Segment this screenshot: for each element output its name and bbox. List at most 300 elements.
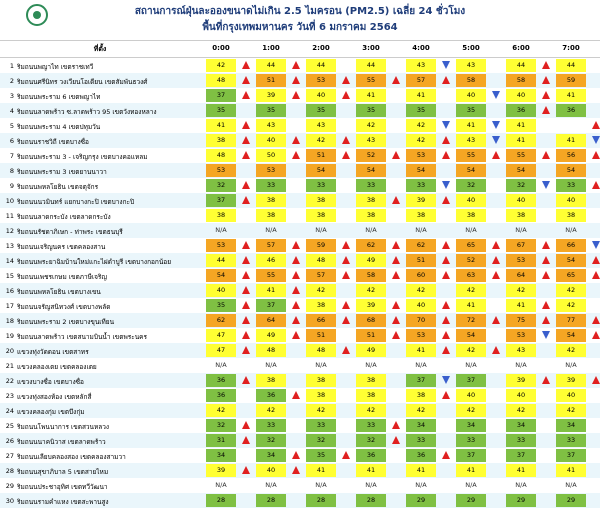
station-name: ริมถนนพระราม 3 - เจริญกรุง เขตบางคอแหลม xyxy=(17,153,148,161)
row-number: 6 xyxy=(9,137,14,145)
pm25-value-cell: 43 xyxy=(456,134,486,147)
trend-up-icon xyxy=(336,314,358,327)
pm25-value-cell: 38 xyxy=(456,209,486,222)
row-number: 16 xyxy=(5,287,14,295)
trend-up-icon xyxy=(436,269,458,282)
pm25-value-cell: 32 xyxy=(206,419,236,432)
pm25-value-cell: 65 xyxy=(456,239,486,252)
trend-up-icon xyxy=(536,149,558,162)
row-number: 9 xyxy=(9,182,14,190)
pm25-value-cell: 37 xyxy=(456,374,486,387)
trend-up-icon xyxy=(586,149,600,162)
trend-up-icon xyxy=(436,449,458,462)
pm25-value-cell: 54 xyxy=(506,164,536,177)
pm25-value-cell: 33 xyxy=(306,419,336,432)
pm25-value-cell: 54 xyxy=(306,164,336,177)
table-row xyxy=(0,268,600,283)
trend-up-icon xyxy=(336,299,358,312)
table-row xyxy=(0,208,600,223)
row-number: 21 xyxy=(5,362,14,370)
pm25-value-cell: N/A xyxy=(215,361,227,369)
pm25-value-cell: 33 xyxy=(406,179,436,192)
row-number: 22 xyxy=(5,377,14,385)
trend-up-icon xyxy=(236,194,258,207)
trend-up-icon xyxy=(236,89,258,102)
pm25-value-cell: 33 xyxy=(406,434,436,447)
trend-up-icon xyxy=(536,89,558,102)
pm25-value-cell: 35 xyxy=(256,104,286,117)
trend-up-icon xyxy=(436,314,458,327)
station-name: แขวงทุ่งวัดดอน เขตสาทร xyxy=(17,348,89,356)
pm25-value-cell: 48 xyxy=(206,74,236,87)
trend-up-icon xyxy=(386,239,408,252)
row-number: 15 xyxy=(5,272,14,280)
pm25-value-cell: 34 xyxy=(556,419,586,432)
pm25-value-cell: 43 xyxy=(256,119,286,132)
row-number: 10 xyxy=(5,197,14,205)
pm25-value-cell: N/A xyxy=(515,361,527,369)
pm25-value-cell: 33 xyxy=(556,179,586,192)
row-number: 4 xyxy=(9,107,14,115)
row-number: 29 xyxy=(5,482,14,490)
pm25-value-cell: 54 xyxy=(556,329,586,342)
pm25-value-cell: N/A xyxy=(365,481,377,489)
row-number: 2 xyxy=(9,77,14,85)
pm25-value-cell: 65 xyxy=(556,269,586,282)
pm25-value-cell: 42 xyxy=(306,134,336,147)
trend-up-icon xyxy=(286,74,308,87)
trend-up-icon xyxy=(536,59,558,72)
trend-up-icon xyxy=(486,149,508,162)
report-header xyxy=(0,0,600,40)
trend-down-icon xyxy=(586,134,600,147)
pm25-value-cell: 43 xyxy=(356,134,386,147)
table-row xyxy=(0,73,600,88)
pm25-value-cell: 32 xyxy=(306,434,336,447)
station-name: แขวงคลองกุ่ม เขตบึงกุ่ม xyxy=(17,408,85,416)
pm25-value-cell: 41 xyxy=(356,464,386,477)
trend-up-icon xyxy=(436,74,458,87)
trend-up-icon xyxy=(586,254,600,267)
pm25-value-cell: 40 xyxy=(206,284,236,297)
pm25-value-cell: 42 xyxy=(406,284,436,297)
pm25-value-cell: 44 xyxy=(206,254,236,267)
pm25-value-cell: 41 xyxy=(306,464,336,477)
pm25-value-cell: 68 xyxy=(356,314,386,327)
pm25-value-cell: 41 xyxy=(556,134,586,147)
trend-up-icon xyxy=(486,239,508,252)
pm25-value-cell: 49 xyxy=(256,329,286,342)
pm25-value-cell: 58 xyxy=(506,74,536,87)
row-number: 11 xyxy=(5,212,14,220)
trend-down-icon xyxy=(436,179,458,192)
pm25-value-cell: 43 xyxy=(506,344,536,357)
trend-up-icon xyxy=(436,254,458,267)
pm25-value-cell: 40 xyxy=(406,299,436,312)
pm25-value-cell: 49 xyxy=(356,254,386,267)
trend-up-icon xyxy=(236,314,258,327)
trend-up-icon xyxy=(236,344,258,357)
pm25-value-cell: 29 xyxy=(556,494,586,507)
table-row xyxy=(0,313,600,328)
pm25-value-cell: 55 xyxy=(356,74,386,87)
pm25-value-cell: 31 xyxy=(206,434,236,447)
pm25-value-cell: 34 xyxy=(456,419,486,432)
station-name: ริมถนนพหลโยธิน เขตบางเขน xyxy=(17,288,101,296)
pm25-value-cell: N/A xyxy=(215,226,227,234)
pm25-value-cell: N/A xyxy=(365,361,377,369)
row-number: 27 xyxy=(5,452,14,460)
row-number: 19 xyxy=(5,332,14,340)
report-title: สถานการณ์ฝุ่นละอองขนาดไม่เกิน 2.5 ไมครอน (PM2.5) เฉลี่ย 24 ชั่วโมง xyxy=(134,6,466,17)
pm25-value-cell: 37 xyxy=(206,194,236,207)
row-number: 25 xyxy=(5,422,14,430)
pm25-value-cell: 40 xyxy=(556,194,586,207)
trend-up-icon xyxy=(386,269,408,282)
row-number: 24 xyxy=(5,407,14,415)
pm25-value-cell: 53 xyxy=(206,239,236,252)
trend-up-icon xyxy=(286,59,308,72)
pm25-value-cell: 53 xyxy=(256,164,286,177)
pm25-value-cell: 55 xyxy=(256,269,286,282)
trend-up-icon xyxy=(236,254,258,267)
station-name: ริมถนนลาดพร้าว ซ.ลาดพร้าว 95 เขตวังทองหลาง xyxy=(17,108,157,116)
pm25-value-cell: 54 xyxy=(356,164,386,177)
pm25-value-cell: N/A xyxy=(365,226,377,234)
trend-up-icon xyxy=(286,239,308,252)
table-row xyxy=(0,358,600,373)
trend-up-icon xyxy=(286,329,308,342)
pm25-value-cell: 28 xyxy=(206,494,236,507)
pm25-value-cell: 40 xyxy=(556,389,586,402)
pm25-value-cell: 38 xyxy=(306,194,336,207)
pm25-value-cell: 40 xyxy=(506,89,536,102)
trend-up-icon xyxy=(586,314,600,327)
pm25-value-cell: 46 xyxy=(256,254,286,267)
pm25-value-cell: 54 xyxy=(556,164,586,177)
pm25-value-cell: 42 xyxy=(356,404,386,417)
station-name: ริมถนนเพชรเกษม เขตภาษีเจริญ xyxy=(17,273,107,281)
trend-up-icon xyxy=(286,149,308,162)
pm25-value-cell: N/A xyxy=(415,481,427,489)
trend-up-icon xyxy=(236,299,258,312)
trend-up-icon xyxy=(236,149,258,162)
station-name: ริมถนนจรัญสนิทวงศ์ เขตบางพลัด xyxy=(17,303,111,311)
column-header-time: 5:00 xyxy=(462,44,480,52)
pm25-value-cell: 37 xyxy=(206,89,236,102)
pm25-value-cell: 38 xyxy=(556,209,586,222)
pm25-value-cell: 41 xyxy=(506,119,536,132)
row-number: 18 xyxy=(5,317,14,325)
pm25-value-cell: N/A xyxy=(565,226,577,234)
pm25-value-cell: 42 xyxy=(456,344,486,357)
pm25-value-cell: 41 xyxy=(406,89,436,102)
pm25-value-cell: 42 xyxy=(456,284,486,297)
table-row xyxy=(0,253,600,268)
station-name: ริมถนนนวมินทร์ แยกบางกะปิ เขตบางกะปิ xyxy=(17,198,135,206)
trend-up-icon xyxy=(236,374,258,387)
pm25-value-cell: 32 xyxy=(256,434,286,447)
row-number: 26 xyxy=(5,437,14,445)
station-name: ริมถนนพระราม 4 เขตปทุมวัน xyxy=(17,123,101,131)
pm25-value-cell: 47 xyxy=(206,344,236,357)
pm25-value-cell: 38 xyxy=(356,389,386,402)
pm25-value-cell: 38 xyxy=(356,209,386,222)
pm25-value-cell: 37 xyxy=(506,449,536,462)
station-name: ริมถนนพหลโยธิน เขตจตุจักร xyxy=(17,183,99,191)
table-row xyxy=(0,328,600,343)
pm25-value-cell: 35 xyxy=(406,104,436,117)
station-name: ริมถนนพระยาฉิมบ้านใหม่แกะไผ่ดำบูรี เขตบางกอกน้อย xyxy=(17,258,172,266)
pm25-value-cell: 42 xyxy=(406,119,436,132)
pm25-value-cell: 51 xyxy=(256,74,286,87)
trend-up-icon xyxy=(386,149,408,162)
column-header-time: 0:00 xyxy=(212,44,230,52)
trend-up-icon xyxy=(236,119,258,132)
station-name: แขวงคลองเตย เขตคลองเตย xyxy=(17,363,97,371)
pm25-value-cell: 33 xyxy=(256,179,286,192)
table-row xyxy=(0,433,600,448)
pm25-value-cell: 40 xyxy=(456,194,486,207)
trend-up-icon xyxy=(436,134,458,147)
pm25-value-cell: 75 xyxy=(506,314,536,327)
trend-up-icon xyxy=(336,449,358,462)
trend-up-icon xyxy=(336,149,358,162)
trend-down-icon xyxy=(536,329,558,342)
trend-down-icon xyxy=(586,239,600,252)
trend-up-icon xyxy=(386,329,408,342)
pm25-value-cell: 39 xyxy=(406,194,436,207)
pm25-value-cell: 41 xyxy=(356,89,386,102)
pm25-value-cell: 52 xyxy=(356,149,386,162)
trend-up-icon xyxy=(386,314,408,327)
pm25-value-cell: 54 xyxy=(206,269,236,282)
pm25-value-cell: N/A xyxy=(315,481,327,489)
pm25-value-cell: 55 xyxy=(456,149,486,162)
table-row xyxy=(0,403,600,418)
pm25-value-cell: 53 xyxy=(506,329,536,342)
column-header-time: 1:00 xyxy=(262,44,280,52)
pm25-value-cell: 41 xyxy=(256,284,286,297)
pm25-value-cell: 40 xyxy=(256,464,286,477)
pm25-value-cell: N/A xyxy=(315,226,327,234)
pm25-value-cell: 42 xyxy=(556,404,586,417)
column-header-time: 3:00 xyxy=(362,44,380,52)
pm25-value-cell: N/A xyxy=(265,361,277,369)
row-number: 5 xyxy=(9,122,14,130)
pm25-value-cell: 67 xyxy=(506,239,536,252)
pm25-value-cell: 53 xyxy=(406,149,436,162)
trend-up-icon xyxy=(286,464,308,477)
row-number: 3 xyxy=(9,92,14,100)
trend-up-icon xyxy=(536,239,558,252)
pm25-value-cell: 42 xyxy=(306,404,336,417)
pm25-value-cell: 41 xyxy=(556,89,586,102)
pm25-value-cell: 37 xyxy=(556,449,586,462)
pm25-value-cell: 38 xyxy=(306,389,336,402)
trend-up-icon xyxy=(236,434,258,447)
pm25-value-cell: N/A xyxy=(465,361,477,369)
column-header-time: 7:00 xyxy=(562,44,580,52)
pm25-value-cell: N/A xyxy=(415,361,427,369)
trend-up-icon xyxy=(486,344,508,357)
pm25-value-cell: N/A xyxy=(215,481,227,489)
pm25-value-cell: 41 xyxy=(506,299,536,312)
pm25-value-cell: 38 xyxy=(256,194,286,207)
trend-up-icon xyxy=(536,104,558,117)
table-row xyxy=(0,103,600,118)
pm25-value-cell: 33 xyxy=(256,419,286,432)
trend-up-icon xyxy=(436,194,458,207)
pm25-value-cell: 40 xyxy=(256,134,286,147)
pm25-value-cell: 54 xyxy=(556,254,586,267)
trend-down-icon xyxy=(486,119,508,132)
pm25-value-cell: 44 xyxy=(506,59,536,72)
table-row xyxy=(0,448,600,463)
pm25-value-cell: 37 xyxy=(406,374,436,387)
pm25-value-cell: 33 xyxy=(456,434,486,447)
trend-up-icon xyxy=(236,419,258,432)
pm25-value-cell: 48 xyxy=(306,254,336,267)
pm25-value-cell: 41 xyxy=(406,344,436,357)
row-number: 8 xyxy=(9,167,14,175)
pm25-value-cell: 42 xyxy=(456,404,486,417)
trend-up-icon xyxy=(536,269,558,282)
pm25-value-cell: N/A xyxy=(315,361,327,369)
trend-up-icon xyxy=(586,269,600,282)
pm25-value-cell: 50 xyxy=(256,149,286,162)
pm25-value-cell: 38 xyxy=(256,374,286,387)
trend-up-icon xyxy=(586,179,600,192)
row-number: 17 xyxy=(5,302,14,310)
station-name: ริมถนนลาดกระบัง เขตลาดกระบัง xyxy=(17,213,111,221)
pm25-value-cell: 42 xyxy=(356,119,386,132)
trend-down-icon xyxy=(486,89,508,102)
trend-up-icon xyxy=(236,179,258,192)
pm25-value-cell: 42 xyxy=(506,284,536,297)
table-row xyxy=(0,388,600,403)
pm25-value-cell: 38 xyxy=(356,374,386,387)
pm25-value-cell: 55 xyxy=(506,149,536,162)
pm25-value-cell: 28 xyxy=(256,494,286,507)
row-number: 20 xyxy=(5,347,14,355)
trend-up-icon xyxy=(386,74,408,87)
pm25-value-cell: 64 xyxy=(506,269,536,282)
trend-up-icon xyxy=(286,134,308,147)
pm25-value-cell: 32 xyxy=(356,434,386,447)
pm25-value-cell: 62 xyxy=(406,239,436,252)
trend-up-icon xyxy=(586,119,600,132)
pm25-value-cell: 29 xyxy=(506,494,536,507)
pm25-value-cell: 39 xyxy=(556,374,586,387)
trend-up-icon xyxy=(236,74,258,87)
pm25-value-cell: 38 xyxy=(306,299,336,312)
pm25-value-cell: 64 xyxy=(256,314,286,327)
table-row xyxy=(0,163,600,178)
pm25-value-cell: 51 xyxy=(406,254,436,267)
pm25-value-cell: 44 xyxy=(306,59,336,72)
table-row xyxy=(0,223,600,238)
row-number: 12 xyxy=(5,227,14,235)
pm25-value-cell: 28 xyxy=(306,494,336,507)
pm25-value-cell: 35 xyxy=(206,104,236,117)
pm25-value-cell: 42 xyxy=(256,404,286,417)
pm25-value-cell: 48 xyxy=(256,344,286,357)
pm25-value-cell: 42 xyxy=(556,344,586,357)
trend-up-icon xyxy=(236,59,258,72)
pm25-value-cell: 52 xyxy=(456,254,486,267)
station-name: ริมถนนรัชดาภิเษก - ท่าพระ เขตธนบุรี xyxy=(17,228,123,236)
pm25-value-cell: 53 xyxy=(306,74,336,87)
table-row xyxy=(0,418,600,433)
pm25-value-cell: 42 xyxy=(356,284,386,297)
pm25-value-cell: 72 xyxy=(456,314,486,327)
table-row xyxy=(0,88,600,103)
trend-up-icon xyxy=(436,344,458,357)
pm25-value-cell: 33 xyxy=(506,434,536,447)
table-row xyxy=(0,178,600,193)
table-row xyxy=(0,298,600,313)
row-number: 1 xyxy=(9,62,14,70)
pm25-value-cell: N/A xyxy=(265,226,277,234)
pm25-value-cell: 54 xyxy=(456,329,486,342)
pm25-value-cell: 33 xyxy=(356,419,386,432)
pm25-value-cell: 42 xyxy=(556,284,586,297)
pm25-value-cell: 37 xyxy=(256,299,286,312)
pm25-value-cell: 42 xyxy=(406,134,436,147)
pm25-value-cell: 44 xyxy=(356,59,386,72)
pm25-value-cell: 28 xyxy=(356,494,386,507)
trend-up-icon xyxy=(336,74,358,87)
pm25-value-cell: 59 xyxy=(306,239,336,252)
trend-up-icon xyxy=(486,254,508,267)
pm25-value-cell: 59 xyxy=(556,74,586,87)
station-name: ริมถนนพระราม 3 เขตยานนาวา xyxy=(17,168,107,176)
pm25-value-cell: 48 xyxy=(206,149,236,162)
station-name: แขวงทุ่งสองห้อง เขตหลักสี่ xyxy=(17,393,92,401)
pm25-value-cell: 39 xyxy=(256,89,286,102)
trend-down-icon xyxy=(436,374,458,387)
trend-up-icon xyxy=(336,89,358,102)
pm25-value-cell: 33 xyxy=(306,179,336,192)
station-name: ริมถนนศรีนิทร วงเวียนโอเดียน เขตสัมพันธวงศ์ xyxy=(17,78,148,86)
trend-up-icon xyxy=(336,269,358,282)
trend-up-icon xyxy=(236,464,258,477)
trend-up-icon xyxy=(386,434,408,447)
pm25-value-cell: 34 xyxy=(256,449,286,462)
pm25-value-cell: 41 xyxy=(556,464,586,477)
pm25-value-cell: N/A xyxy=(515,226,527,234)
trend-up-icon xyxy=(536,254,558,267)
pm25-value-cell: 41 xyxy=(206,119,236,132)
column-header-time: 4:00 xyxy=(412,44,430,52)
table-row xyxy=(0,463,600,478)
pm25-value-cell: 66 xyxy=(306,314,336,327)
trend-up-icon xyxy=(536,314,558,327)
pm25-value-cell: 40 xyxy=(506,194,536,207)
pm25-value-cell: 32 xyxy=(456,179,486,192)
pm25-value-cell: 57 xyxy=(306,269,336,282)
pm25-value-cell: 38 xyxy=(306,374,336,387)
trend-up-icon xyxy=(286,314,308,327)
pm25-value-cell: 51 xyxy=(356,329,386,342)
pm25-value-cell: 49 xyxy=(356,344,386,357)
pm25-value-cell: 35 xyxy=(306,104,336,117)
pm25-value-cell: 40 xyxy=(306,89,336,102)
pm25-value-cell: 41 xyxy=(506,464,536,477)
pm25-value-cell: N/A xyxy=(515,481,527,489)
pm25-value-cell: 42 xyxy=(206,59,236,72)
